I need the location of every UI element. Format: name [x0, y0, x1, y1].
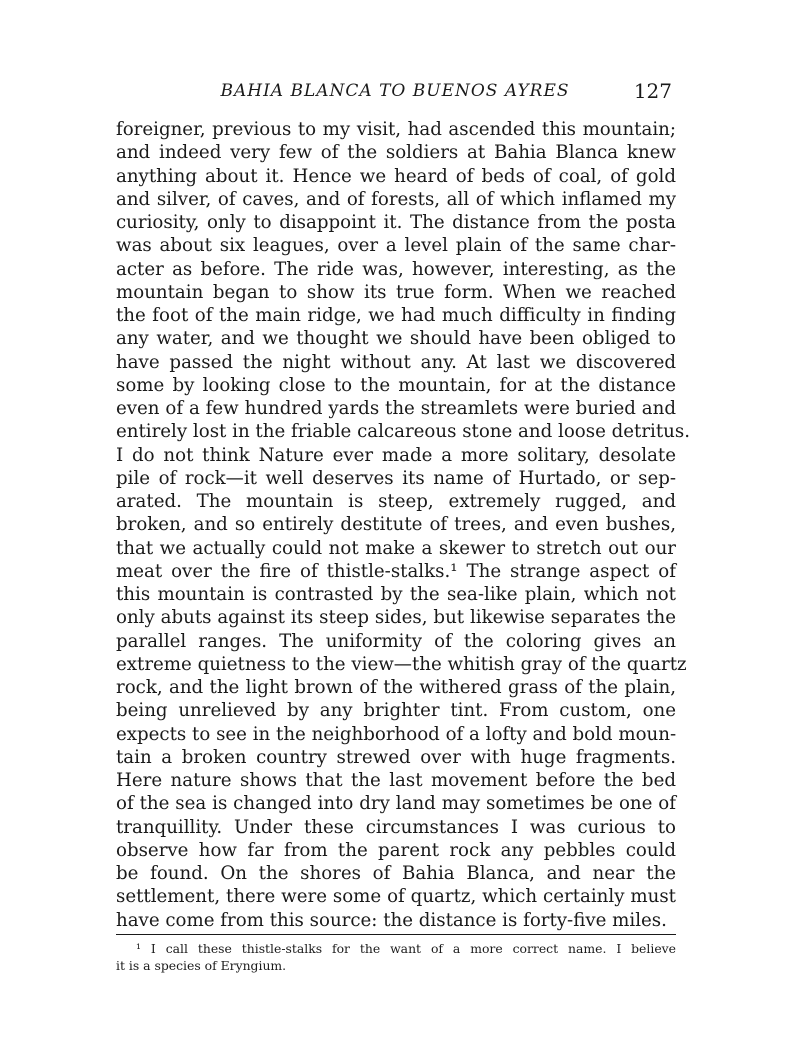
text-line: Here nature shows that the last movement before the bed	[116, 770, 676, 791]
page-number: 127	[633, 79, 672, 103]
text-line: expects to see in the neighborhood of a lofty and bold moun-	[116, 723, 677, 745]
text-line: I do not think Nature ever made a more solitary, desolate	[116, 444, 676, 466]
text-line: curiosity, only to disappoint it. The distance from the posta	[116, 212, 676, 233]
text-line: the foot of the main ridge, we had much difficulty in finding	[116, 305, 676, 326]
text-line: any water, and we thought we should have been obliged to	[116, 328, 676, 350]
text-line: and indeed very few of the soldiers at Bahia Blanca knew	[116, 142, 676, 164]
text-line: anything about it. Hence we heard of beds of coal, of gold	[116, 165, 676, 187]
text-line: rock, and the light brown of the withered grass of the plain,	[116, 677, 676, 698]
text-line: acter as before. The ride was, however, interesting, as the	[116, 258, 676, 280]
text-line: have come from this source: the distance is forty-five miles.	[116, 909, 667, 931]
text-line: being unrelieved by any brighter tint. From custom, one	[116, 700, 676, 722]
text-line: settlement, there were some of quartz, which certainly must	[116, 886, 676, 908]
text-line: was about six leagues, over a level plain of the same char-	[116, 235, 676, 257]
text-line: that we actually could not make a skewer to stretch out our	[116, 537, 676, 559]
text-line: be found. On the shores of Bahia Blanca, and near the	[116, 863, 676, 884]
footnote-line: ¹ I call these thistle-stalks for the want of a more correct name. I believe	[136, 941, 676, 956]
text-line: meat over the fire of thistle-stalks.¹ The strange aspect of	[116, 560, 676, 582]
text-line: have passed the night without any. At last we discovered	[116, 351, 676, 373]
text-line: some by looking close to the mountain, for at the distance	[116, 374, 676, 396]
text-line: observe how far from the parent rock any pebbles could	[116, 839, 676, 861]
footnote-line: it is a species of Eryngium.	[116, 958, 287, 973]
text-line: pile of rock—it well deserves its name of Hurtado, or sep-	[116, 467, 676, 489]
text-line: of the sea is changed into dry land may sometimes be one of	[116, 793, 676, 815]
text-line: entirely lost in the friable calcareous stone and loose detritus.	[116, 421, 690, 443]
text-line: tranquillity. Under these circumstances I was curious to	[116, 816, 676, 838]
footnote	[116, 940, 676, 974]
text-line: and silver, of caves, and of forests, all of which inflamed my	[116, 188, 676, 210]
text-line: only abuts against its steep sides, but likewise separates the	[116, 607, 676, 629]
running-head: BAHIA BLANCA TO BUENOS AYRES	[220, 81, 570, 101]
text-line: extreme quietness to the view—the whitish gray of the quartz	[116, 653, 687, 675]
text-line: parallel ranges. The uniformity of the coloring gives an	[116, 630, 676, 652]
footnote-rule	[116, 934, 676, 935]
text-line: tain a broken country strewed over with huge fragments.	[116, 746, 676, 768]
text-line: foreigner, previous to my visit, had ascended this mountain;	[116, 119, 676, 140]
text-line: mountain began to show its true form. When we reached	[116, 281, 676, 303]
body-text	[116, 118, 690, 932]
text-line: arated. The mountain is steep, extremely rugged, and	[116, 491, 676, 512]
text-line: this mountain is contrasted by the sea-like plain, which not	[116, 584, 676, 605]
text-line: even of a few hundred yards the streamlets were buried and	[116, 398, 676, 419]
text-line: broken, and so entirely destitute of trees, and even bushes,	[116, 514, 676, 536]
